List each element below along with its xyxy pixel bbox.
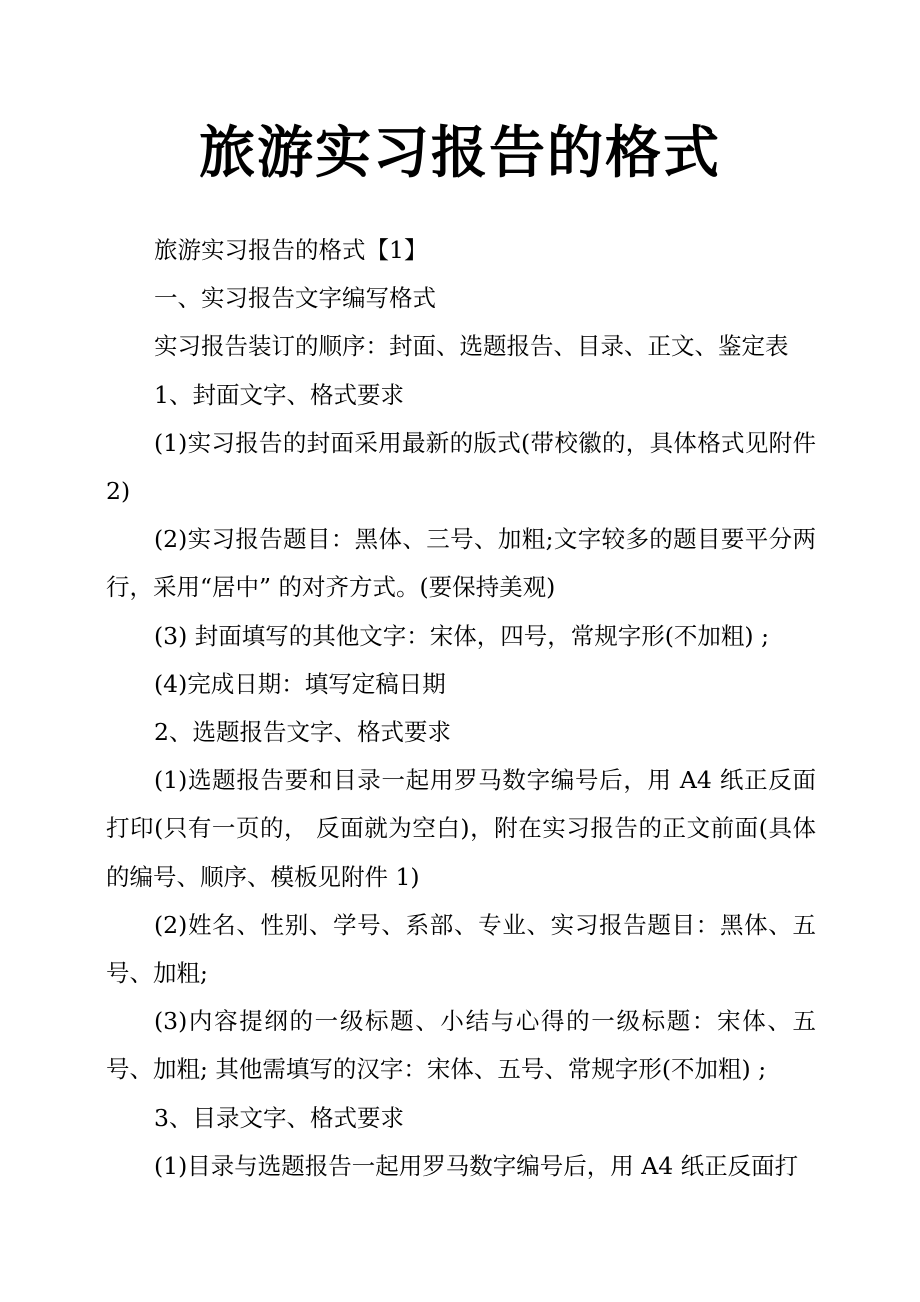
paragraph-section-heading: 旅游实习报告的格式【1】 (154, 236, 428, 264)
paragraph-cover-3: (3) 封面填写的其他文字：宋体，四号，常规字形(不加粗) ; (154, 621, 769, 650)
paragraph-topic-heading: 2、选题报告文字、格式要求 (154, 718, 451, 747)
paragraph-cover-4: (4)完成日期：填写定稿日期 (154, 669, 446, 698)
document-title: 旅游实习报告的格式 (199, 121, 721, 186)
paragraph-topic-1: (1)选题报告要和目录一起用罗马数字编号后，用 A4 纸正反面打印(只有一页的， 反面就为空白)，附在实习报告的正文前面(具体的编号、顺序、模板见附件 1) (106, 766, 816, 891)
document-body (106, 226, 816, 1190)
paragraph-toc-heading: 3、目录文字、格式要求 (154, 1103, 404, 1132)
paragraph-heading-1: 一、实习报告文字编写格式 (154, 284, 436, 313)
paragraph-cover-2: (2)实习报告题目：黑体、三号、加粗;文字较多的题目要平分两行，采用“居中” 的对齐方式。(要保持美观) (106, 525, 816, 602)
paragraph-cover-1: (1)实习报告的封面采用最新的版式(带校徽的，具体格式见附件 2) (106, 428, 816, 506)
paragraph-toc-1: (1)目录与选题报告一起用罗马数字编号后，用 A4 纸正反面打 (154, 1151, 799, 1180)
paragraph-topic-3: (3)内容提纲的一级标题、小结与心得的一级标题：宋体、五号、加粗; 其他需填写的汉字：宋体、五号、常规字形(不加粗) ; (106, 1007, 816, 1084)
paragraph-topic-2: (2)姓名、性别、学号、系部、专业、实习报告题目：黑体、五号、加粗; (106, 910, 816, 988)
paragraph-binding-order: 实习报告装订的顺序：封面、选题报告、目录、正文、鉴定表 (154, 332, 789, 361)
paragraph-cover-heading: 1、封面文字、格式要求 (154, 380, 404, 409)
